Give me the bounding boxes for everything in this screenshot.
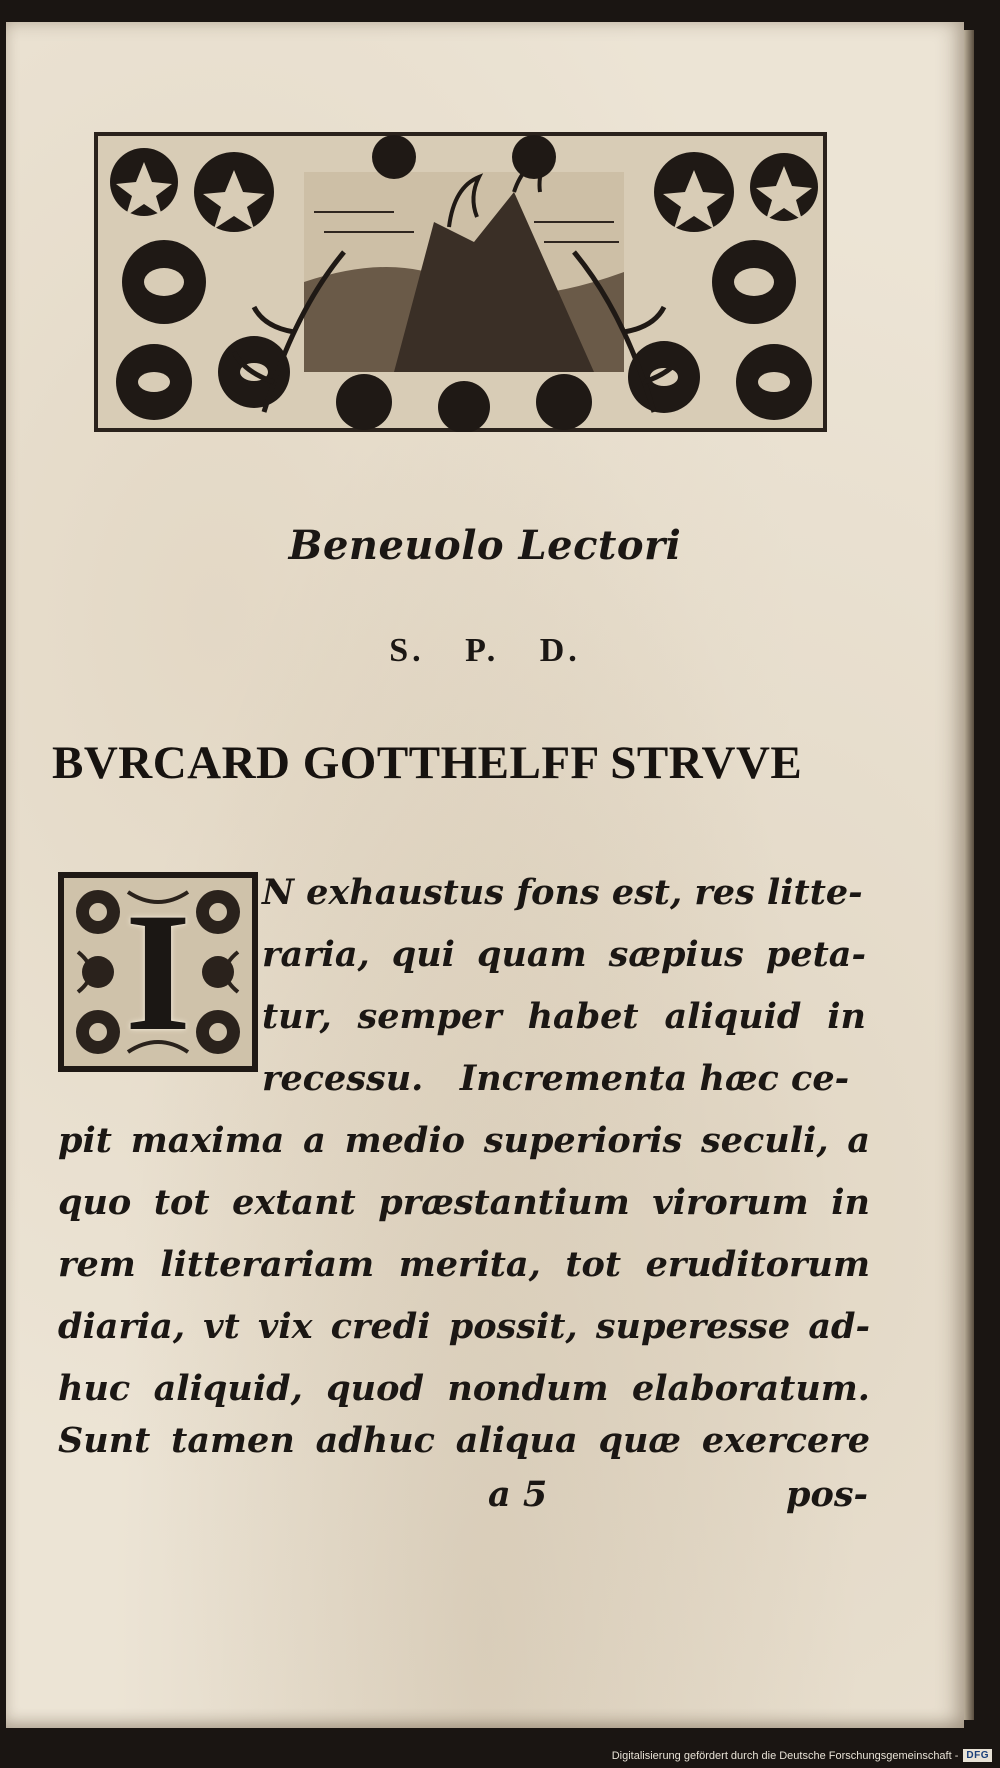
text-line-4: recessu. Incrementa hæc ce- [262,1058,850,1099]
dedication-heading: Beneuolo Lectori [288,522,682,569]
text-line-1: N exhaustus fons est, res litte- [262,872,863,913]
text-line-10: Sunt tamen adhuc aliqua quæ exercere [58,1420,870,1461]
text-line-7: rem litterariam merita, tot eruditorum [58,1244,870,1285]
text-line-6: quo tot extant præstantium virorum in [58,1182,870,1223]
text-line-3: tur, semper habet aliquid in [262,996,866,1037]
woodcut-headpiece [94,132,827,432]
salutation-heading: S. P. D. [389,632,581,669]
digitization-credit [612,1749,992,1762]
page-edge-shadow [964,30,974,1720]
text-line-2: raria, qui quam sæpius peta- [262,934,866,975]
credit-text: Digitalisierung gefördert durch die Deutsche Forschungsgemeinschaft - [611,1749,959,1762]
decorated-initial [58,872,258,1072]
book-page [6,22,964,1728]
text-line-5: pit maxima a medio superioris seculi, a [58,1120,870,1161]
author-name: BVRCARD GOTTHELFF STRVVE [52,737,803,789]
initial-letter: I [124,878,192,1066]
text-line-9: huc aliquid, quod nondum elaboratum. [58,1368,870,1409]
text-line-8: diaria, vt vix credi possit, superesse ad- [58,1306,870,1347]
catchword: pos- [786,1474,869,1515]
dfg-logo: DFG [963,1749,992,1762]
floral-landscape-ornament [94,132,827,432]
signature-mark: a 5 [488,1474,548,1515]
